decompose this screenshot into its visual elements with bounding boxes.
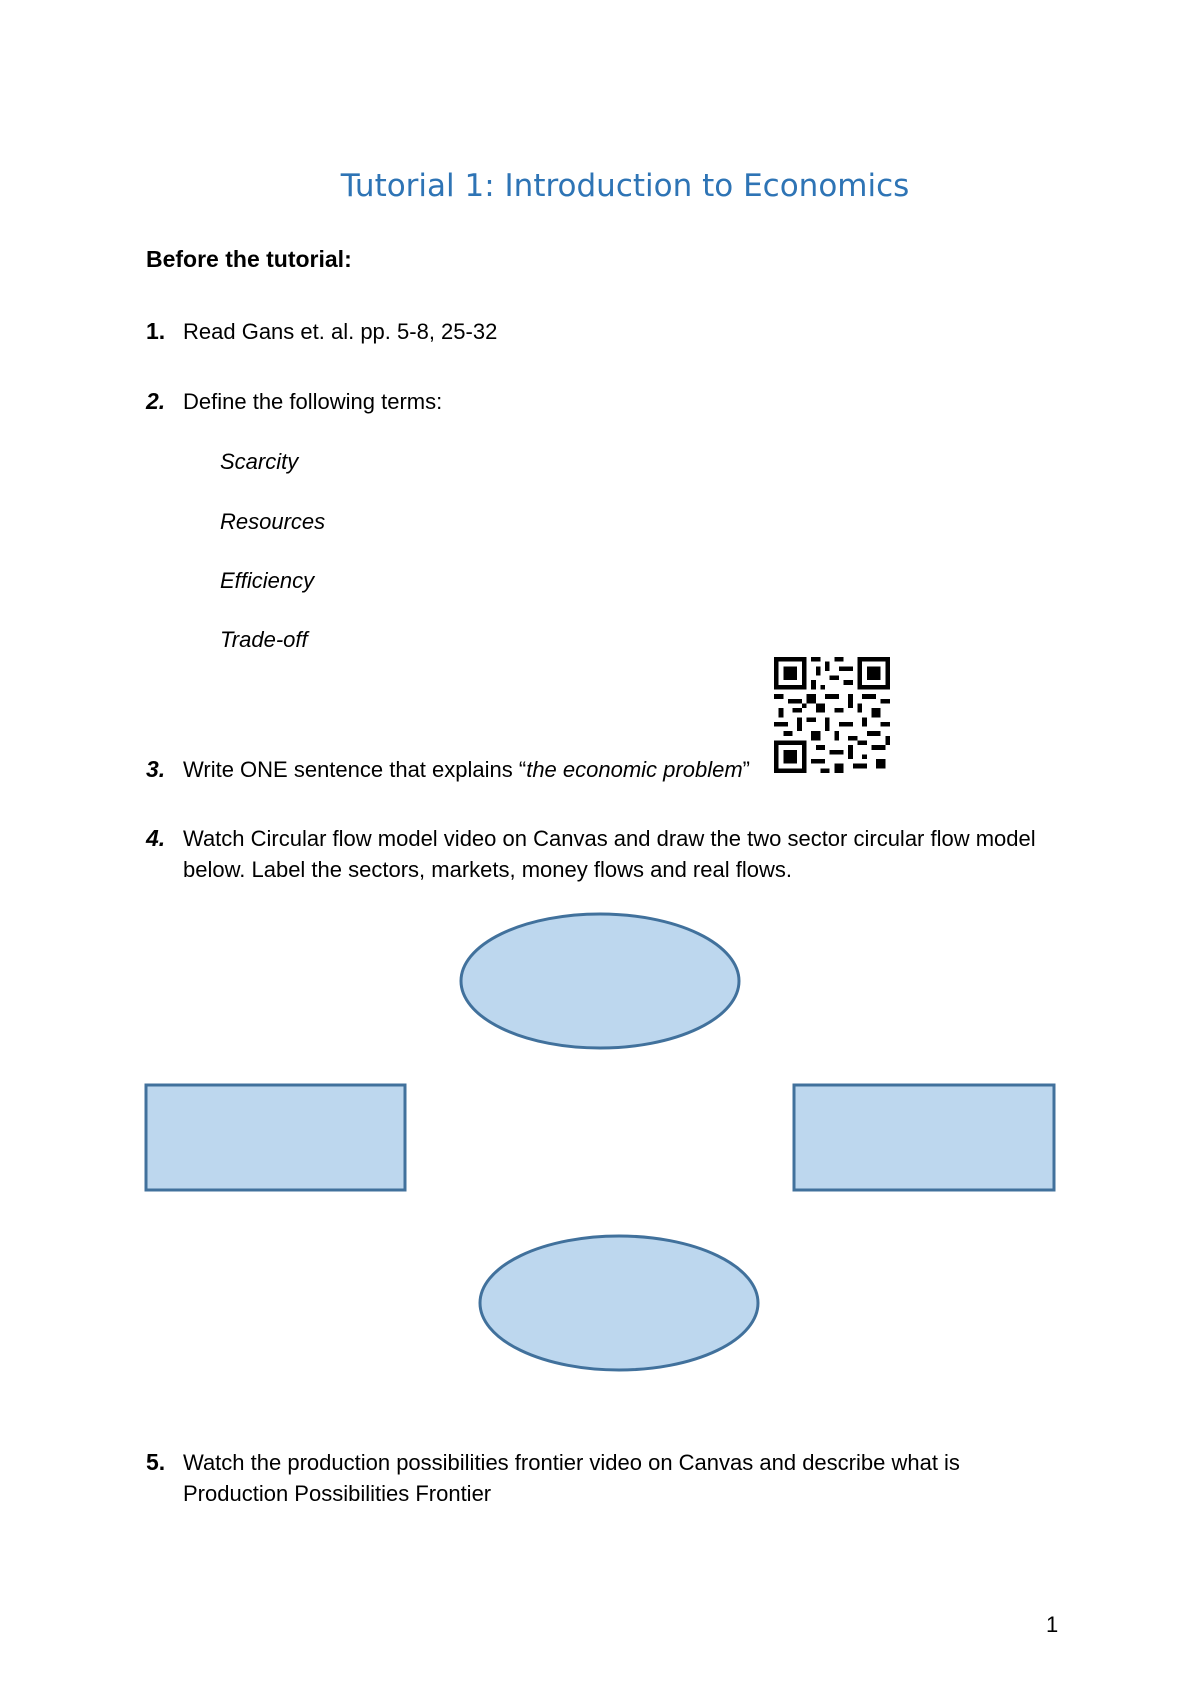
- section-heading: Before the tutorial:: [146, 246, 352, 272]
- item-5-line-2: Production Possibilities Frontier: [183, 1481, 492, 1506]
- item-5-line-1: Watch the production possibilities frontier video on Canvas and describe what is: [183, 1450, 960, 1475]
- term-resources: Resources: [220, 509, 326, 534]
- diagram-ellipse-top[interactable]: [461, 914, 739, 1048]
- diagram-box-right[interactable]: [794, 1085, 1054, 1190]
- term-efficiency: Efficiency: [220, 568, 315, 593]
- item-3-text-after: ”: [742, 757, 750, 782]
- item-2-number: 2.: [146, 388, 166, 414]
- item-1-number: 1.: [146, 318, 166, 344]
- term-trade-off: Trade-off: [220, 627, 308, 652]
- item-5-number: 5.: [146, 1449, 166, 1475]
- item-3-text-italic: the economic problem: [526, 757, 743, 782]
- item-4-line-2: below. Label the sectors, markets, money flows and real flows.: [183, 857, 792, 882]
- item-3-number: 3.: [146, 756, 166, 782]
- item-4-line-1: Watch Circular flow model video on Canvas and draw the two sector circular flow model: [183, 826, 1036, 851]
- term-scarcity: Scarcity: [220, 449, 299, 474]
- item-2-text: Define the following terms:: [183, 389, 443, 414]
- document-title: Tutorial 1: Introduction to Economics: [340, 168, 910, 204]
- item-3-text-before: Write ONE sentence that explains “: [183, 757, 527, 782]
- item-4-number: 4.: [146, 825, 166, 851]
- page-number: 1: [1046, 1612, 1059, 1637]
- diagram-box-left[interactable]: [146, 1085, 405, 1190]
- diagram-ellipse-bottom[interactable]: [480, 1236, 758, 1370]
- item-1-text: Read Gans et. al. pp. 5-8, 25-32: [183, 319, 498, 344]
